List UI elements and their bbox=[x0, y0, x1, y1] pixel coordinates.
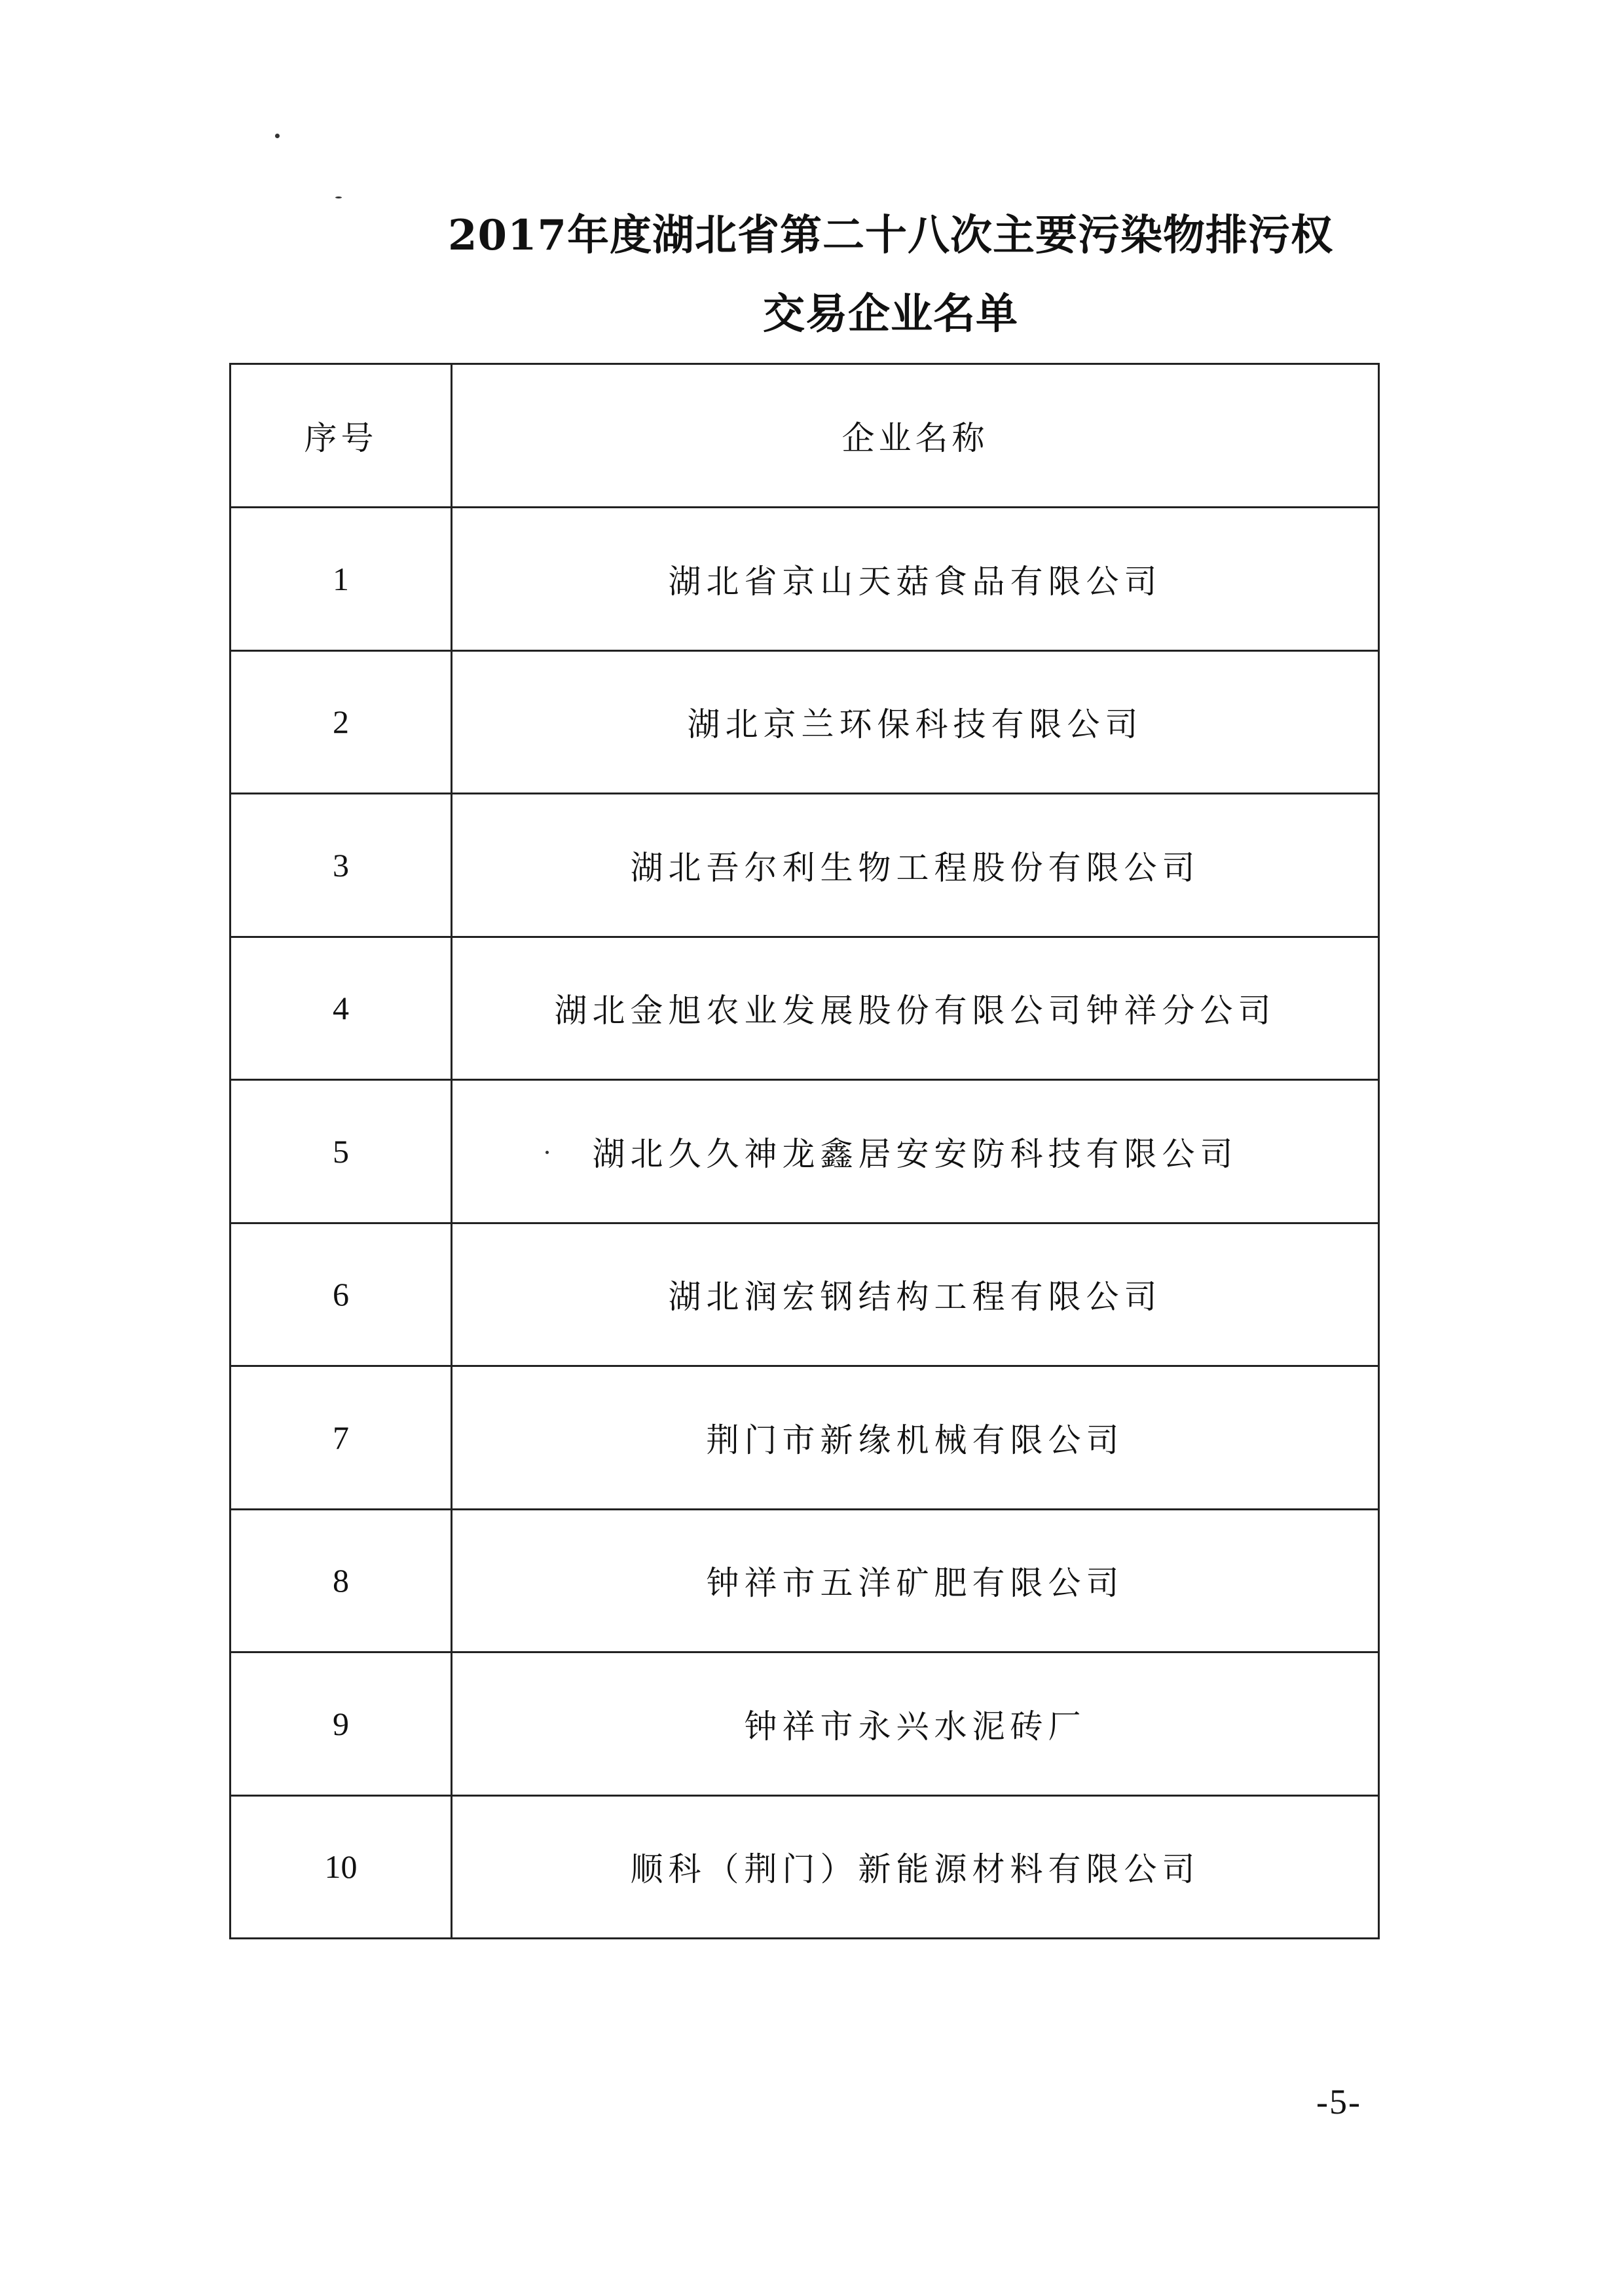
row-number: 5 bbox=[231, 1080, 452, 1223]
header-serial-number: 序号 bbox=[231, 364, 452, 508]
enterprise-name: 湖北省京山天菇食品有限公司 bbox=[452, 508, 1379, 651]
scan-speck bbox=[275, 134, 280, 138]
row-number: 4 bbox=[231, 937, 452, 1080]
table-header-row bbox=[231, 364, 1379, 508]
row-number: 8 bbox=[231, 1509, 452, 1652]
enterprise-name: 湖北吾尔利生物工程股份有限公司 bbox=[452, 794, 1379, 937]
header-enterprise-name: 企业名称 bbox=[452, 364, 1379, 508]
enterprise-name: 钟祥市永兴水泥砖厂 bbox=[452, 1652, 1379, 1796]
table-row bbox=[231, 1509, 1379, 1652]
row-number: 1 bbox=[231, 508, 452, 651]
row-number: 7 bbox=[231, 1366, 452, 1510]
table-row bbox=[231, 650, 1379, 794]
table-row bbox=[231, 1652, 1379, 1796]
enterprise-name: 湖北金旭农业发展股份有限公司钟祥分公司 bbox=[452, 937, 1379, 1080]
enterprise-name: 湖北久久神龙鑫居安安防科技有限公司 bbox=[452, 1080, 1379, 1223]
table-row bbox=[231, 1366, 1379, 1510]
enterprise-name: 顺科（荆门）新能源材料有限公司 bbox=[452, 1795, 1379, 1939]
enterprise-name: 湖北京兰环保科技有限公司 bbox=[452, 650, 1379, 794]
title-line-1: 2017年度湖北省第二十八次主要污染物排污权 bbox=[447, 211, 1334, 260]
row-number: 6 bbox=[231, 1223, 452, 1366]
title-line-2: 交易企业名单 bbox=[763, 289, 1018, 339]
row-number: 3 bbox=[231, 794, 452, 937]
document-title bbox=[0, 196, 1624, 354]
page-number: -5- bbox=[1316, 2082, 1361, 2121]
enterprise-name: 荆门市新缘机械有限公司 bbox=[452, 1366, 1379, 1510]
table-row bbox=[231, 794, 1379, 937]
table-row bbox=[231, 1223, 1379, 1366]
row-number: 2 bbox=[231, 650, 452, 794]
enterprise-list-table bbox=[229, 363, 1380, 1939]
table-row bbox=[231, 1080, 1379, 1223]
row-number: 10 bbox=[231, 1795, 452, 1939]
table-row bbox=[231, 937, 1379, 1080]
row-number: 9 bbox=[231, 1652, 452, 1796]
enterprise-name: 钟祥市五洋矿肥有限公司 bbox=[452, 1509, 1379, 1652]
enterprise-name: 湖北润宏钢结构工程有限公司 bbox=[452, 1223, 1379, 1366]
table-row bbox=[231, 1795, 1379, 1939]
table-row bbox=[231, 508, 1379, 651]
